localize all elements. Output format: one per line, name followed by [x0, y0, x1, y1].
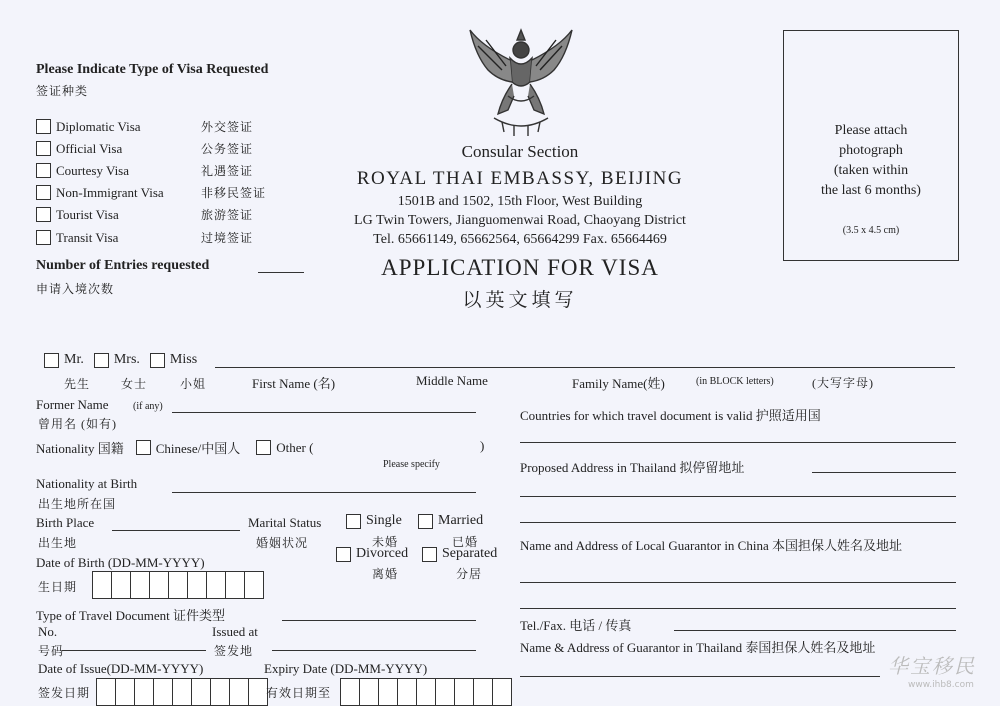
issue-date-label-cn: 签发日期	[38, 686, 91, 700]
dob-label: Date of Birth (DD-MM-YYYY)	[36, 555, 205, 570]
visa-option-label: Non-Immigrant Visa	[56, 184, 164, 200]
visa-option-label: Tourist Visa	[56, 206, 119, 222]
photo-size: (3.5 x 4.5 cm)	[842, 225, 900, 236]
photo-instruction-2: photograph	[839, 143, 903, 158]
visa-option-non-immigrant[interactable]	[36, 184, 266, 201]
doc-no-label-cn: 号码	[38, 644, 65, 658]
miss-checkbox[interactable]	[150, 353, 165, 368]
divorced-label: Divorced	[356, 546, 409, 561]
photo-instruction-3: (taken within	[833, 163, 909, 178]
visa-option-courtesy[interactable]	[36, 162, 253, 179]
telfax-field[interactable]	[674, 630, 956, 631]
mr-checkbox[interactable]	[44, 353, 59, 368]
issued-at-label: Issued at	[212, 624, 258, 639]
mrs-checkbox[interactable]	[94, 353, 109, 368]
checkbox[interactable]	[36, 119, 51, 134]
nationality-birth-label-cn: 出生地所在国	[38, 497, 117, 511]
countries-field[interactable]	[520, 442, 956, 443]
proposed-address-label: Proposed Address in Thailand 拟停留地址	[520, 460, 745, 475]
checkbox[interactable]	[36, 230, 51, 245]
doc-no-field[interactable]	[62, 650, 206, 651]
doc-no-label: No.	[38, 624, 58, 639]
marital-status-label: Marital Status	[248, 515, 322, 530]
former-name-label-cn: 曾用名 (如有)	[38, 417, 117, 431]
chinese-label: Chinese/中国人	[155, 441, 241, 456]
other-close: )	[480, 438, 485, 453]
proposed-address-field-1[interactable]	[812, 472, 956, 473]
marital-status-label-cn: 婚姻状况	[256, 536, 309, 550]
birth-place-field[interactable]	[112, 530, 240, 531]
former-name-field[interactable]	[172, 412, 476, 413]
miss-label-cn: 小姐	[180, 377, 207, 391]
chinese-checkbox[interactable]	[136, 440, 151, 455]
checkbox[interactable]	[36, 207, 51, 222]
visa-option-label-cn: 非移民签证	[201, 186, 267, 200]
nationality-birth-field[interactable]	[172, 492, 476, 493]
visa-option-label: Diplomatic Visa	[56, 118, 141, 134]
nationality-birth-label: Nationality at Birth	[36, 476, 138, 491]
divorced-checkbox[interactable]	[336, 547, 351, 562]
visa-option-label: Courtesy Visa	[56, 162, 130, 178]
embassy-name: ROYAL THAI EMBASSY, BEIJING	[356, 168, 684, 189]
separated-option[interactable]	[422, 546, 497, 562]
dob-label-cn: 生日期	[38, 580, 78, 594]
expiry-date-label: Expiry Date (DD-MM-YYYY)	[264, 661, 428, 676]
visa-type-title: Please Indicate Type of Visa Requested	[36, 62, 269, 77]
embassy-address-1: 1501B and 1502, 15th Floor, West Building	[397, 194, 643, 209]
visa-option-label: Transit Visa	[56, 229, 119, 245]
countries-label: Countries for which travel document is valid 护照适用国	[520, 408, 821, 423]
visa-option-label-cn: 礼遇签证	[201, 164, 254, 178]
separated-label-cn: 分居	[456, 567, 483, 581]
issue-date-boxes[interactable]	[96, 678, 268, 706]
embassy-phone: Tel. 65661149, 65662564, 65664299 Fax. 65664469	[373, 232, 667, 247]
single-checkbox[interactable]	[346, 514, 361, 529]
consular-section: Consular Section	[461, 142, 579, 161]
photo-instruction-4: the last 6 months)	[821, 183, 921, 198]
entries-label-cn: 申请入境次数	[36, 282, 115, 296]
mrs-label: Mrs.	[113, 352, 140, 367]
title-options	[44, 352, 197, 368]
doc-type-label: Type of Travel Document 证件类型	[36, 608, 226, 623]
entries-field[interactable]	[258, 272, 304, 273]
miss-label: Miss	[169, 352, 198, 367]
garuda-emblem-icon	[462, 26, 580, 138]
photo-instruction-1: Please attach	[834, 123, 908, 138]
mrs-label-cn: 女士	[121, 377, 148, 391]
middle-name-label: Middle Name	[416, 373, 488, 388]
checkbox[interactable]	[36, 163, 51, 178]
watermark-url: www.ihb8.com	[908, 680, 974, 690]
name-field[interactable]	[215, 367, 955, 368]
married-label: Married	[438, 513, 484, 528]
dob-boxes[interactable]	[92, 571, 264, 599]
expiry-date-boxes[interactable]	[340, 678, 512, 706]
visa-option-diplomatic[interactable]	[36, 118, 253, 135]
proposed-address-field-3[interactable]	[520, 522, 956, 523]
nationality-row	[36, 438, 313, 457]
guarantor-thai-label: Name & Address of Guarantor in Thailand 泰国担保人姓名及地址	[520, 640, 876, 655]
watermark-text: 华宝移民	[888, 654, 976, 678]
checkbox[interactable]	[36, 141, 51, 156]
family-name-label: Family Name(姓)	[572, 376, 665, 391]
visa-option-label-cn: 外交签证	[201, 120, 254, 134]
single-label-cn: 未婚	[372, 535, 399, 549]
guarantor-china-label: Name and Address of Local Guarantor in China 本国担保人姓名及地址	[520, 538, 902, 553]
birth-place-label: Birth Place	[36, 515, 95, 530]
visa-option-transit[interactable]	[36, 229, 253, 246]
please-specify: Please specify	[383, 459, 440, 470]
former-name-label: Former Name	[36, 397, 109, 412]
expiry-date-label-cn: 有效日期至	[266, 686, 332, 700]
embassy-address-2: LG Twin Towers, Jianguomenwai Road, Chaoyang District	[354, 213, 686, 228]
form-title: APPLICATION FOR VISA	[381, 255, 659, 280]
visa-option-label-cn: 公务签证	[201, 142, 254, 156]
former-name-note: (if any)	[133, 401, 163, 412]
visa-option-label-cn: 旅游签证	[201, 208, 254, 222]
guarantor-china-field-1[interactable]	[520, 582, 956, 583]
photo-box[interactable]	[783, 30, 959, 261]
checkbox[interactable]	[36, 185, 51, 200]
visa-option-label: Official Visa	[56, 140, 123, 156]
mr-label: Mr.	[64, 352, 84, 367]
family-name-label-cn: (大写字母)	[812, 376, 874, 390]
single-label: Single	[366, 513, 402, 528]
proposed-address-field-2[interactable]	[520, 496, 956, 497]
telfax-label: Tel./Fax. 电话 / 传真	[520, 618, 632, 633]
single-option[interactable]	[346, 513, 402, 529]
form-subtitle: 以英文填写	[462, 290, 578, 311]
married-checkbox[interactable]	[418, 514, 433, 529]
entries-label: Number of Entries requested	[36, 258, 210, 273]
guarantor-thai-field[interactable]	[520, 676, 880, 677]
family-name-note: (in BLOCK letters)	[696, 376, 774, 387]
visa-option-official[interactable]	[36, 140, 253, 157]
issued-at-label-cn: 签发地	[214, 644, 254, 658]
visa-option-label-cn: 过境签证	[201, 231, 254, 245]
guarantor-china-field-2[interactable]	[520, 608, 956, 609]
doc-type-field[interactable]	[282, 620, 476, 621]
separated-label: Separated	[442, 546, 498, 561]
nationality-label: Nationality 国籍	[36, 441, 124, 456]
visa-option-tourist[interactable]	[36, 206, 253, 223]
visa-type-title-cn: 签证种类	[36, 84, 89, 98]
other-label: Other (	[276, 439, 314, 455]
mr-label-cn: 先生	[64, 377, 91, 391]
first-name-label: First Name (名)	[252, 376, 336, 391]
issued-at-field[interactable]	[272, 650, 476, 651]
separated-checkbox[interactable]	[422, 547, 437, 562]
divorced-option[interactable]	[336, 546, 408, 562]
other-checkbox[interactable]	[256, 440, 271, 455]
birth-place-label-cn: 出生地	[38, 536, 78, 550]
issue-date-label: Date of Issue(DD-MM-YYYY)	[38, 661, 204, 676]
married-option[interactable]	[418, 513, 483, 529]
divorced-label-cn: 离婚	[372, 567, 399, 581]
married-label-cn: 已婚	[452, 535, 479, 549]
